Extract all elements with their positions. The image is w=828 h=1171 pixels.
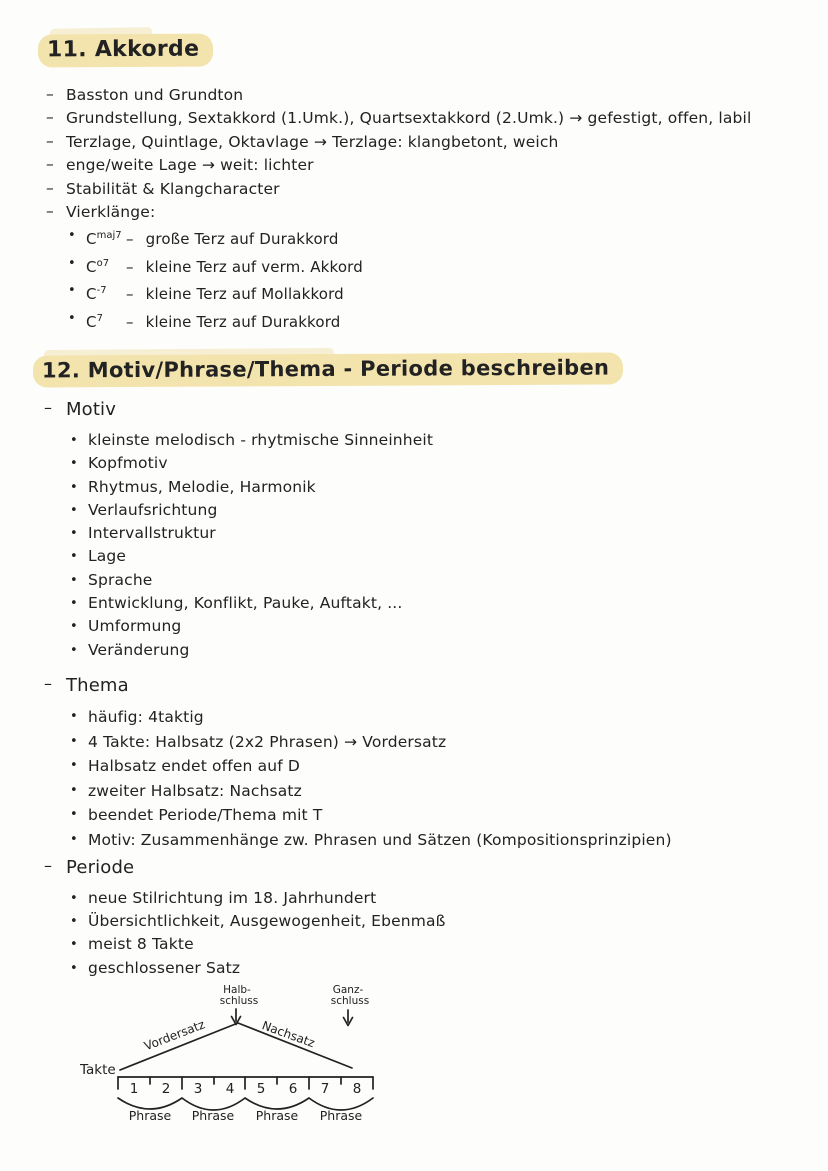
ganzschluss-arrow (344, 1010, 353, 1026)
note-line: • geschlossener Satz (70, 957, 446, 980)
chord-description: kleine Terz auf verm. Akkord (145, 257, 363, 276)
group-thema-heading (44, 674, 672, 698)
halbschluss-label-line2: schluss (219, 995, 259, 1007)
chord-separator: – (126, 312, 134, 331)
group-motiv-heading (44, 398, 433, 422)
chord-item (68, 252, 751, 279)
chord-item (68, 224, 751, 251)
note-line: – enge/weite Lage → weit: lichter (44, 154, 751, 177)
nachsatz-label: Nachsatz (260, 1018, 317, 1051)
chord-symbol: $C^{-7}$ (86, 285, 107, 304)
group-periode-heading (44, 856, 446, 880)
note-line: • Entwicklung, Konflikt, Pauke, Auftakt, ... (70, 592, 433, 615)
measure-number: 7 (320, 1081, 330, 1097)
group-thema (44, 674, 672, 853)
section-12-title-highlight: 12. Motiv/Phrase/Thema - Periode beschreiben (33, 352, 623, 387)
section-11-title-highlight: 11. Akkorde (38, 34, 213, 68)
note-line: • Rhytmus, Melodie, Harmonik (70, 476, 433, 499)
note-line: • zweiter Halbsatz: Nachsatz (70, 779, 672, 804)
note-line: • neue Stilrichtung im 18. Jahrhundert (70, 887, 446, 910)
note-line: • Halbsatz endet offen auf D (70, 754, 672, 779)
measure-number: 2 (161, 1081, 171, 1097)
chord-symbol: $C^7$ (86, 312, 103, 331)
note-line: • Intervallstruktur (70, 522, 433, 545)
note-line: – Stabilität & Klangcharacter (44, 178, 751, 201)
periode-bullet-list (70, 887, 446, 980)
note-line: • Veränderung (70, 639, 433, 662)
phrase-label: Phrase (319, 1108, 363, 1123)
measure-number: 3 (193, 1081, 203, 1097)
section-11-content (44, 84, 751, 334)
chord-description: kleine Terz auf Durakkord (145, 312, 341, 331)
note-line: • kleinste melodisch - rhytmische Sinneinheit (70, 429, 433, 452)
measure-ruler-long-ticks (118, 1077, 373, 1089)
note-line: • Motiv: Zusammenhänge zw. Phrasen und Sätzen (Kompositionsprinzipien) (70, 828, 672, 853)
note-line: • meist 8 Takte (70, 933, 446, 956)
ganzschluss-label-line2: schluss (330, 995, 370, 1007)
chord-item (68, 307, 751, 334)
chord-separator: – (126, 285, 134, 304)
note-line: – Basston und Grundton (44, 84, 751, 107)
note-line: • Verlaufsrichtung (70, 499, 433, 522)
measure-number: 1 (129, 1081, 139, 1097)
measure-number: 8 (352, 1081, 362, 1097)
group-heading-label: Thema (66, 675, 129, 696)
note-line: • häufig: 4taktig (70, 705, 672, 730)
measure-number: 5 (256, 1081, 266, 1097)
note-line: – Terzlage, Quintlage, Oktavlage → Terzlage: klangbetont, weich (44, 131, 751, 154)
chord-separator: – (126, 257, 134, 276)
chord-item (68, 279, 751, 306)
group-periode (44, 856, 446, 980)
phrase-label: Phrase (191, 1108, 235, 1123)
phrase-label: Phrase (128, 1108, 172, 1123)
group-heading-label: Motiv (66, 399, 117, 420)
halbschluss-label-line1: Halb- (223, 984, 251, 996)
thema-bullet-list (70, 705, 672, 853)
measure-number: 6 (288, 1081, 298, 1097)
note-line: • Sprache (70, 569, 433, 592)
chord-list (68, 224, 751, 334)
motiv-bullet-list (70, 429, 433, 662)
halbschluss-arrow (232, 1009, 241, 1025)
note-line: – Grundstellung, Sextakkord (1.Umk.), Quartsextakkord (2.Umk.) → gefestigt, offen, labil (44, 107, 751, 130)
group-motiv (44, 398, 433, 662)
periode-structure-diagram (0, 972, 828, 1157)
ganzschluss-label-line1: Ganz- (332, 984, 364, 996)
group-heading-label: Periode (66, 857, 135, 878)
chord-description: kleine Terz auf Mollakkord (145, 285, 344, 304)
takte-label: Takte (80, 1062, 116, 1078)
chord-symbol: $C^{maj7}$ (86, 230, 122, 249)
note-line: • 4 Takte: Halbsatz (2x2 Phrasen) → Vordersatz (70, 730, 672, 755)
phrase-label: Phrase (255, 1108, 299, 1123)
chord-separator: – (126, 230, 134, 249)
note-line: • Lage (70, 545, 433, 568)
vordersatz-label: Vordersatz (142, 1017, 207, 1054)
chord-symbol: $C^{o7}$ (86, 257, 110, 276)
section-12-title (33, 354, 623, 386)
note-line: – Vierklänge: (44, 201, 751, 224)
note-line: • Kopfmotiv (70, 452, 433, 475)
section-11-title (38, 34, 213, 67)
note-line: • Umformung (70, 615, 433, 638)
chord-description: große Terz auf Durakkord (145, 230, 339, 249)
note-line: • Übersichtlichkeit, Ausgewogenheit, Ebenmaß (70, 910, 446, 933)
note-line: • beendet Periode/Thema mit T (70, 803, 672, 828)
section-11-list (44, 84, 751, 224)
measure-number: 4 (225, 1081, 235, 1097)
